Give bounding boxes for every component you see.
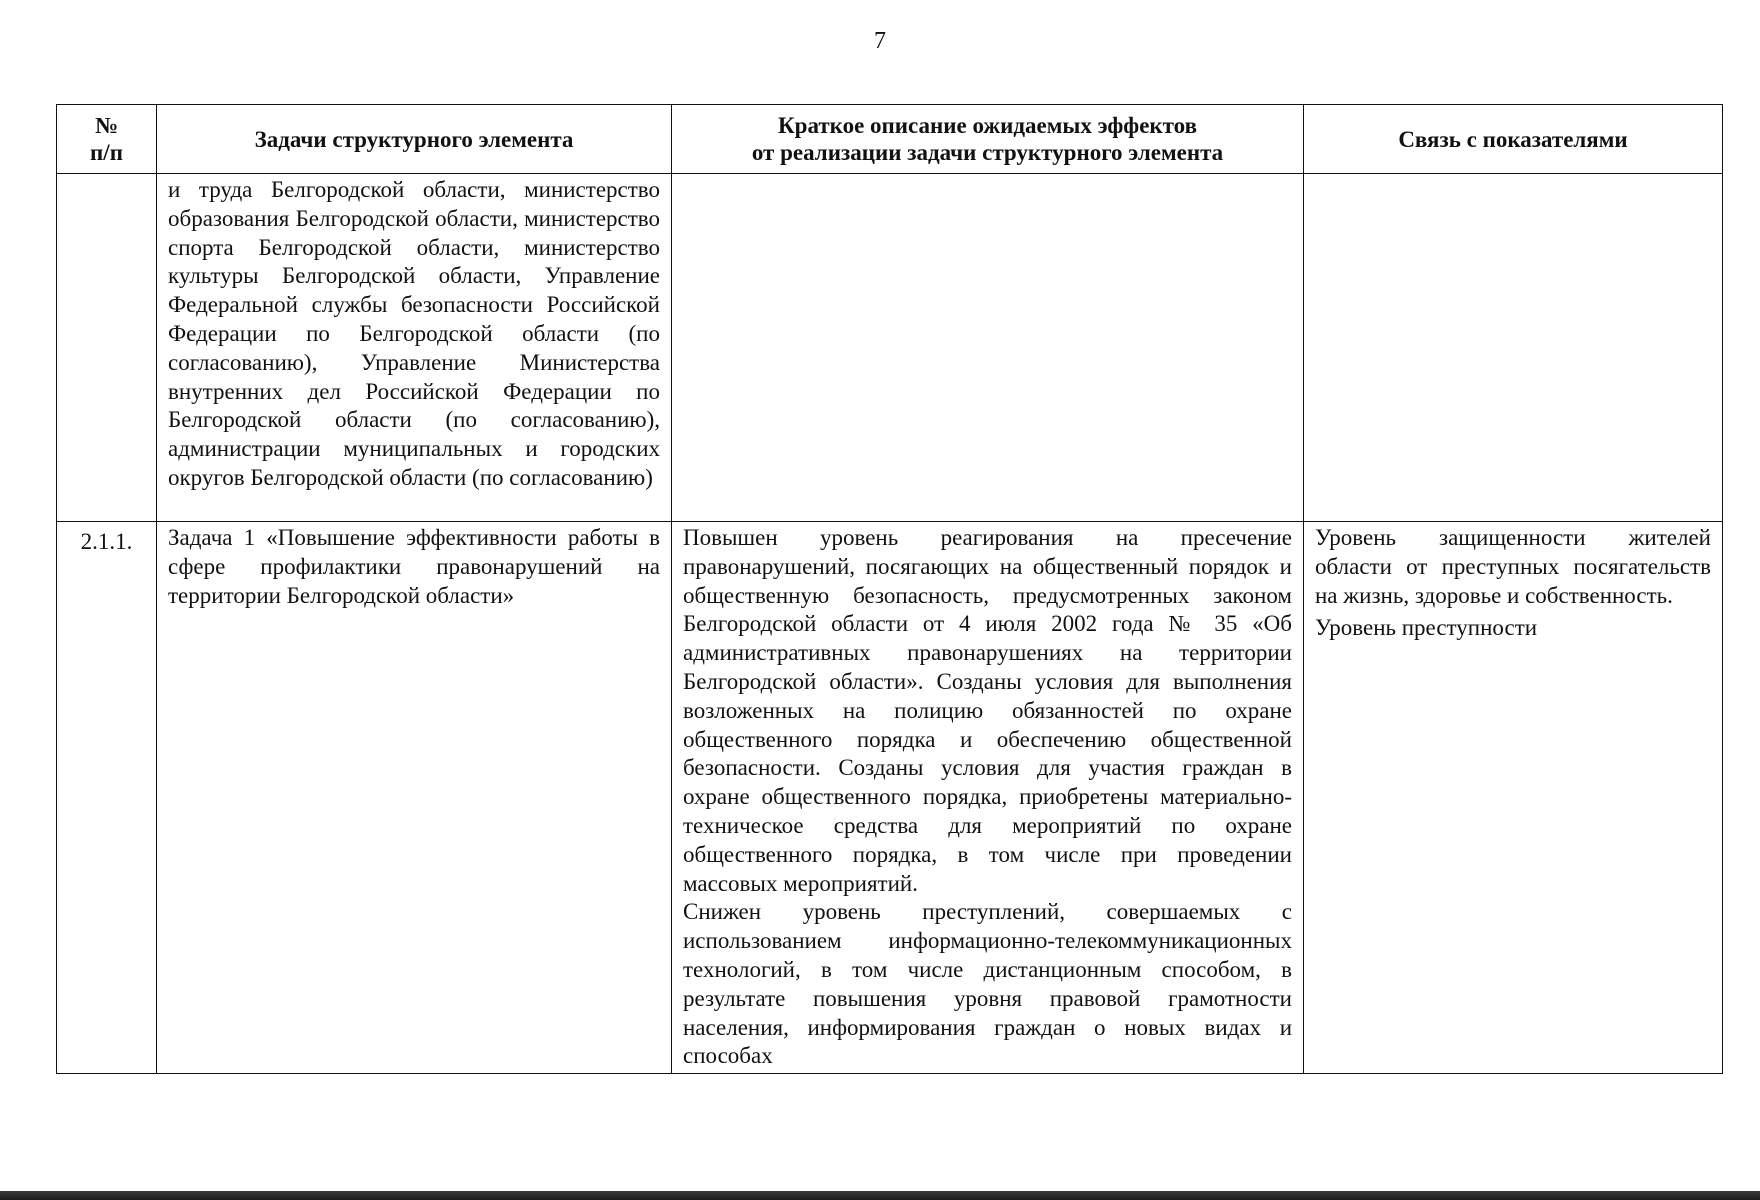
table-row <box>57 522 1723 1074</box>
row-num <box>57 174 157 522</box>
row-indicators <box>1304 174 1723 522</box>
indicator-item: Уровень защищенности жителей области от преступных посягательств на жизнь, здоровье и собственность. <box>1315 525 1711 608</box>
header-effects: Краткое описание ожидаемых эффектов от реализации задачи структурного элемента <box>672 105 1304 174</box>
effects-paragraph: Повышен уровень реагирования на пресечение правонарушений, посягающих на общественный порядок и общественную безопасность, предусмотренных законом Белгородской области от 4 июля 2002 года № 35 «Об административных правонарушениях на территории Белгородской области». Созданы условия для выполнения возложенных на полицию обязанностей по охране общественного порядка и обеспечению общественной безопасности. Созданы условия для участия граждан в охране общественного порядка, приобретены материально-техническое средства для мероприятий по охране общественного порядка, в том числе при проведении массовых мероприятий. <box>683 525 1292 896</box>
row-task: Задача 1 «Повышение эффективности работы в сфере профилактики правонарушений на территории Белгородской области» <box>157 522 672 1074</box>
effects-paragraph: Снижен уровень преступлений, совершаемых с использованием информационно-телекоммуникационных технологий, в том числе дистанционным способом, в результате повышения уровня правовой грамотности населения, информирования граждан о новых видах и способах <box>683 899 1292 1069</box>
structural-element-table <box>56 104 1723 1074</box>
header-num: № п/п <box>57 105 157 174</box>
indicator-item: Уровень преступности <box>1315 615 1538 641</box>
page-number: 7 <box>874 28 886 54</box>
table-row <box>57 174 1723 522</box>
row-effects <box>672 522 1304 1074</box>
scan-edge <box>0 1191 1760 1200</box>
header-tasks: Задачи структурного элемента <box>157 105 672 174</box>
table-header-row <box>57 105 1723 174</box>
row-task: и труда Белгородской области, министерство образования Белгородской области, министерство спорта Белгородской области, министерство культуры Белгородской области, Управление Федеральной службы безопасности Российской Федерации по Белгородской области (по согласованию), Управление Министерства внутренних дел Российской Федерации по Белгородской области (по согласованию), администрации муниципальных и городских округов Белгородской области (по согласованию) <box>157 174 672 522</box>
row-num: 2.1.1. <box>57 522 157 1074</box>
header-indicators: Связь с показателями <box>1304 105 1723 174</box>
row-effects <box>672 174 1304 522</box>
row-indicators <box>1304 522 1723 1074</box>
